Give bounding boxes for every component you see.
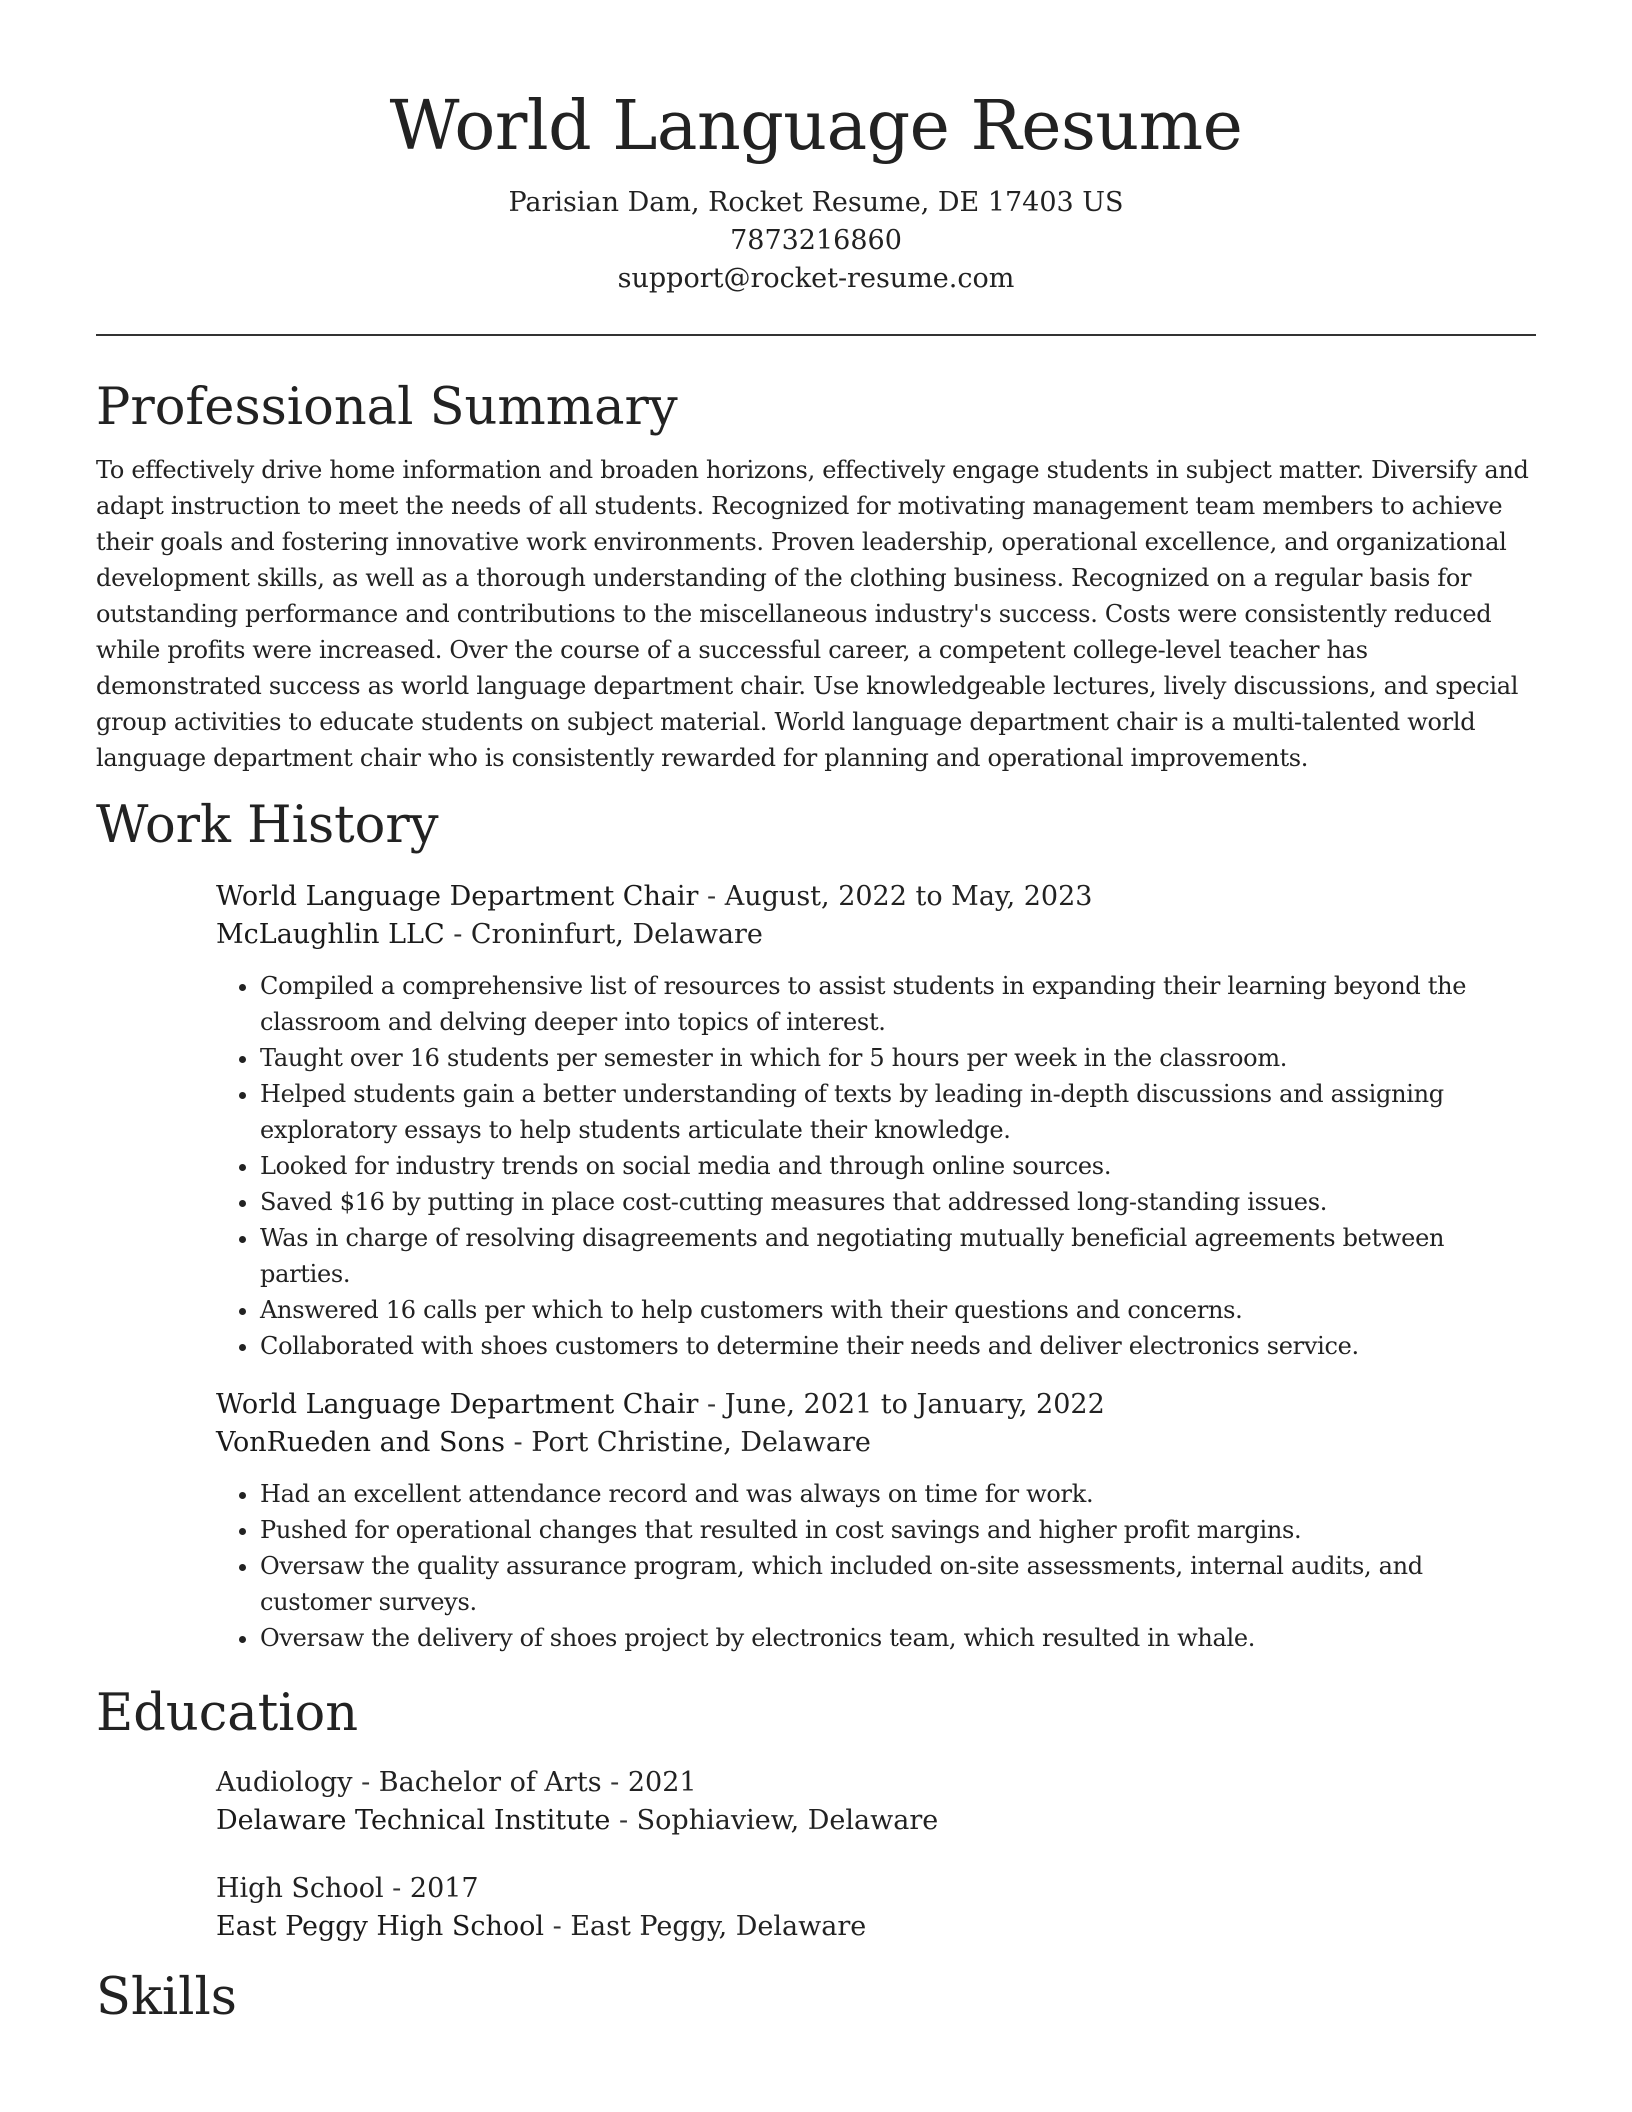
- separator: -: [504, 1427, 532, 1458]
- job-company-line: [216, 916, 1536, 954]
- education-degree-line: [216, 1870, 1536, 1908]
- work-history-title: Work History: [96, 796, 439, 855]
- summary-section: [96, 376, 1536, 776]
- job-title-line: [216, 1386, 1536, 1424]
- separator: -: [352, 1767, 379, 1798]
- job-company: McLaughlin LLC: [216, 919, 445, 950]
- education-school: Delaware Technical Institute: [216, 1805, 611, 1836]
- job-bullet-list: [216, 968, 1536, 1364]
- job-bullet: • Answered 16 calls per which to help customers with their questions and concerns.: [260, 1292, 1536, 1328]
- contact-address: Parisian Dam, Rocket Resume, DE 17403 US: [508, 187, 1124, 218]
- education-section: [96, 1682, 1536, 1946]
- education-location: Sophiaview, Delaware: [636, 1805, 939, 1836]
- separator: -: [383, 1873, 410, 1904]
- contact-block: [96, 184, 1536, 298]
- job-bullet: • Collaborated with shoes customers to determine their needs and deliver electronics service.: [260, 1328, 1536, 1364]
- separator: -: [698, 881, 725, 912]
- job-company: VonRueden and Sons: [216, 1427, 505, 1458]
- header-divider: [96, 334, 1536, 336]
- job-company-line: [216, 1424, 1536, 1462]
- job-bullet-list: [216, 1476, 1536, 1656]
- education-degree-part: Bachelor of Arts: [378, 1767, 602, 1798]
- contact-phone: 7873216860: [730, 225, 902, 256]
- resume-header: [96, 0, 1536, 298]
- skills-title: Skills: [96, 1968, 237, 2027]
- job-location: Port Christine, Delaware: [531, 1427, 871, 1458]
- job-bullet: • Looked for industry trends on social media and through online sources.: [260, 1148, 1536, 1184]
- separator: -: [544, 1911, 571, 1942]
- job-role: World Language Department Chair: [216, 881, 699, 912]
- education-title: Education: [96, 1684, 359, 1743]
- job-bullet: • Saved $16 by putting in place cost-cutting measures that addressed long-standing issues.: [260, 1184, 1536, 1220]
- separator: -: [601, 1767, 628, 1798]
- summary-text: To effectively drive home information and broaden horizons, effectively engage students in subject matter. Diversify and adapt instruction to meet the needs of all students. Recognized for motivating management team members to achieve their goals and fostering innovative work environments. Proven leadership, operational excellence, and organizational development skills, as well as a thorough understanding of the clothing business. Recognized on a regular basis for outstanding performance and contributions to the miscellaneous industry's success. Costs were consistently reduced while profits were increased. Over the course of a successful career, a competent college-level teacher has demonstrated success as world language department chair. Use knowledgeable lectures, lively discussions, and special group activities to educate students on subject material. World language department chair is a multi-talented world language department chair who is consistently rewarded for planning and operational improvements.: [96, 456, 1529, 772]
- education-entry: [216, 1764, 1536, 1840]
- job-bullet: • Helped students gain a better understanding of texts by leading in-depth discussions and assigning exploratory essays to help students articulate their knowledge.: [260, 1076, 1536, 1148]
- education-degree-line: [216, 1764, 1536, 1802]
- job-entry: [216, 878, 1536, 1364]
- work-history-section: [96, 794, 1536, 1656]
- job-bullet: • Had an excellent attendance record and was always on time for work.: [260, 1476, 1536, 1512]
- contact-email: support@rocket-resume.com: [617, 263, 1015, 294]
- job-bullet: • Was in charge of resolving disagreements and negotiating mutually beneficial agreements between parties.: [260, 1220, 1536, 1292]
- job-role: World Language Department Chair: [216, 1389, 699, 1420]
- job-entry: [216, 1386, 1536, 1656]
- summary-title: Professional Summary: [96, 378, 678, 437]
- skills-section: [96, 1966, 1536, 2030]
- separator: -: [698, 1389, 725, 1420]
- separator: -: [444, 919, 471, 950]
- job-bullet: • Oversaw the delivery of shoes project by electronics team, which resulted in whale.: [260, 1620, 1536, 1656]
- education-degree-part: 2017: [409, 1873, 479, 1904]
- resume-name: World Language Resume: [389, 87, 1243, 166]
- education-degree-part: High School: [216, 1873, 384, 1904]
- education-school-line: [216, 1802, 1536, 1840]
- job-bullet: • Oversaw the quality assurance program, which included on-site assessments, internal audits, and customer surveys.: [260, 1548, 1536, 1620]
- education-school: East Peggy High School: [216, 1911, 545, 1942]
- job-dates: August, 2022 to May, 2023: [724, 881, 1093, 912]
- education-location: East Peggy, Delaware: [570, 1911, 867, 1942]
- education-list: [216, 1764, 1536, 1946]
- job-bullet: • Taught over 16 students per semester in which for 5 hours per week in the classroom.: [260, 1040, 1536, 1076]
- education-entry: [216, 1870, 1536, 1946]
- separator: -: [610, 1805, 637, 1836]
- job-location: Croninfurt, Delaware: [470, 919, 763, 950]
- job-dates: June, 2021 to January, 2022: [724, 1389, 1105, 1420]
- job-title-line: [216, 878, 1536, 916]
- job-bullet: • Compiled a comprehensive list of resources to assist students in expanding their learning beyond the classroom and delving deeper into topics of interest.: [260, 968, 1536, 1040]
- education-school-line: [216, 1908, 1536, 1946]
- education-degree-part: 2021: [627, 1767, 697, 1798]
- job-bullet: • Pushed for operational changes that resulted in cost savings and higher profit margins.: [260, 1512, 1536, 1548]
- job-list: [216, 878, 1536, 1656]
- education-degree-part: Audiology: [216, 1767, 353, 1798]
